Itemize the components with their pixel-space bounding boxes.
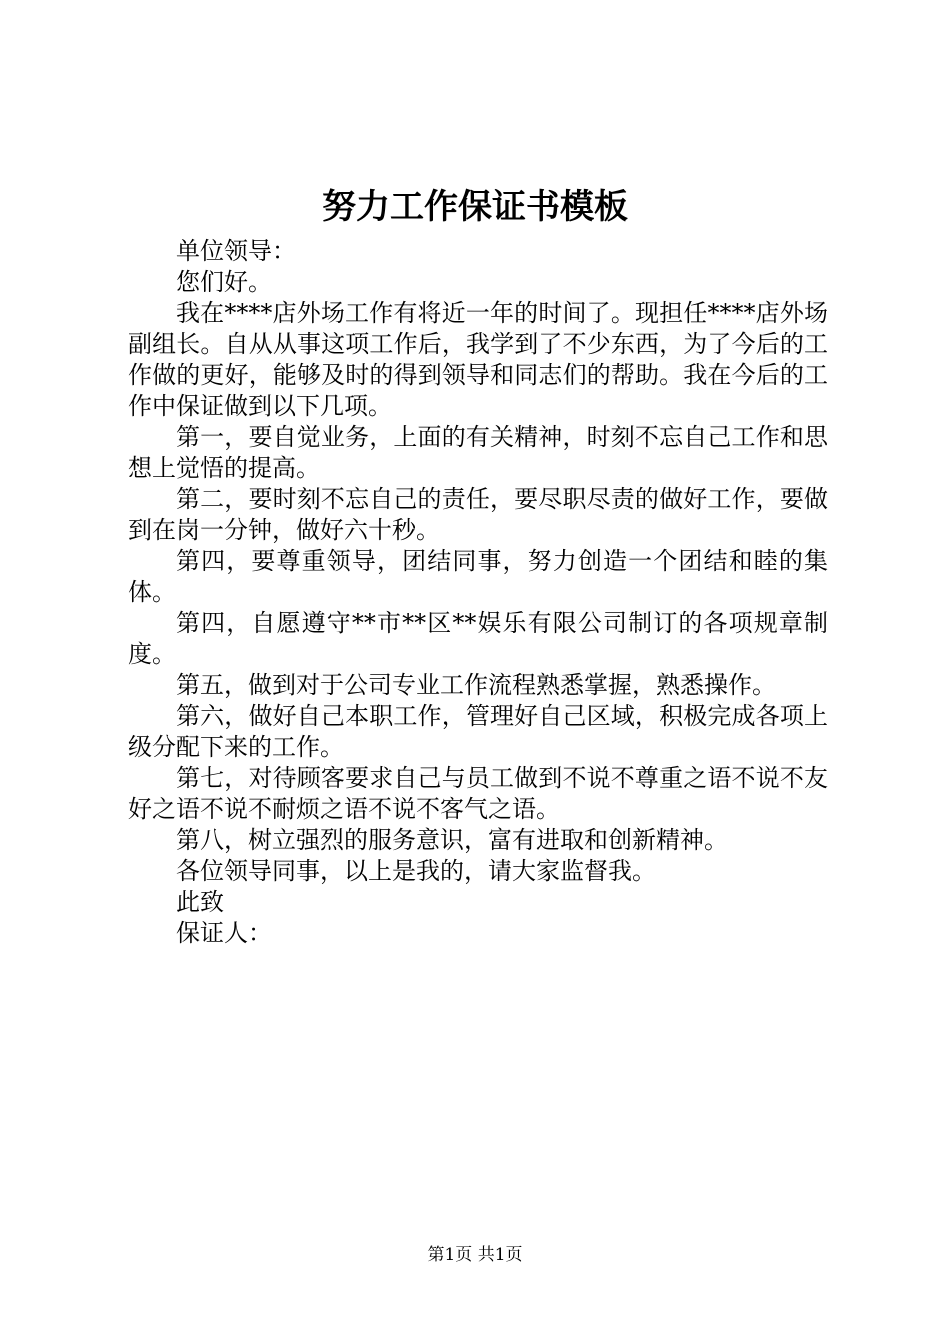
page-footer: 第1页 共1页	[427, 1245, 523, 1265]
greeting: 您们好。	[176, 268, 272, 296]
pledge-item-8: 第八，树立强烈的服务意识，富有进取和创新精神。	[176, 826, 728, 854]
pledge-item-3: 第四，要尊重领导，团结同事，努力创造一个团结和睦的集体。	[128, 547, 828, 606]
closing-salutation: 此致	[176, 888, 224, 916]
pledge-item-7: 第七，对待顾客要求自己与员工做到不说不尊重之语不说不友好之语不说不耐烦之语不说不客气之语。	[128, 764, 828, 823]
pledge-item-4: 第四，自愿遵守**市**区**娱乐有限公司制订的各项规章制度。	[128, 609, 828, 668]
intro-paragraph: 我在****店外场工作有将近一年的时间了。现担任****店外场副组长。自从从事这项工作后，我学到了不少东西，为了今后的工作做的更好，能够及时的得到领导和同志们的帮助。我在今后的工作中保证做到以下几项。	[128, 299, 828, 420]
closing-paragraph: 各位领导同事，以上是我的，请大家监督我。	[176, 857, 656, 885]
document-title: 努力工作保证书模板	[322, 187, 628, 227]
pledge-item-6: 第六，做好自己本职工作，管理好自己区域，积极完成各项上级分配下来的工作。	[128, 702, 828, 761]
document-body	[128, 236, 828, 949]
pledge-item-2: 第二，要时刻不忘自己的责任，要尽职尽责的做好工作，要做到在岗一分钟，做好六十秒。	[128, 485, 828, 544]
pledge-item-1: 第一，要自觉业务，上面的有关精神，时刻不忘自己工作和思想上觉悟的提高。	[128, 423, 828, 482]
pledge-item-5: 第五，做到对于公司专业工作流程熟悉掌握，熟悉操作。	[176, 671, 776, 699]
salutation: 单位领导：	[176, 237, 296, 265]
signatory-label: 保证人：	[176, 919, 272, 947]
